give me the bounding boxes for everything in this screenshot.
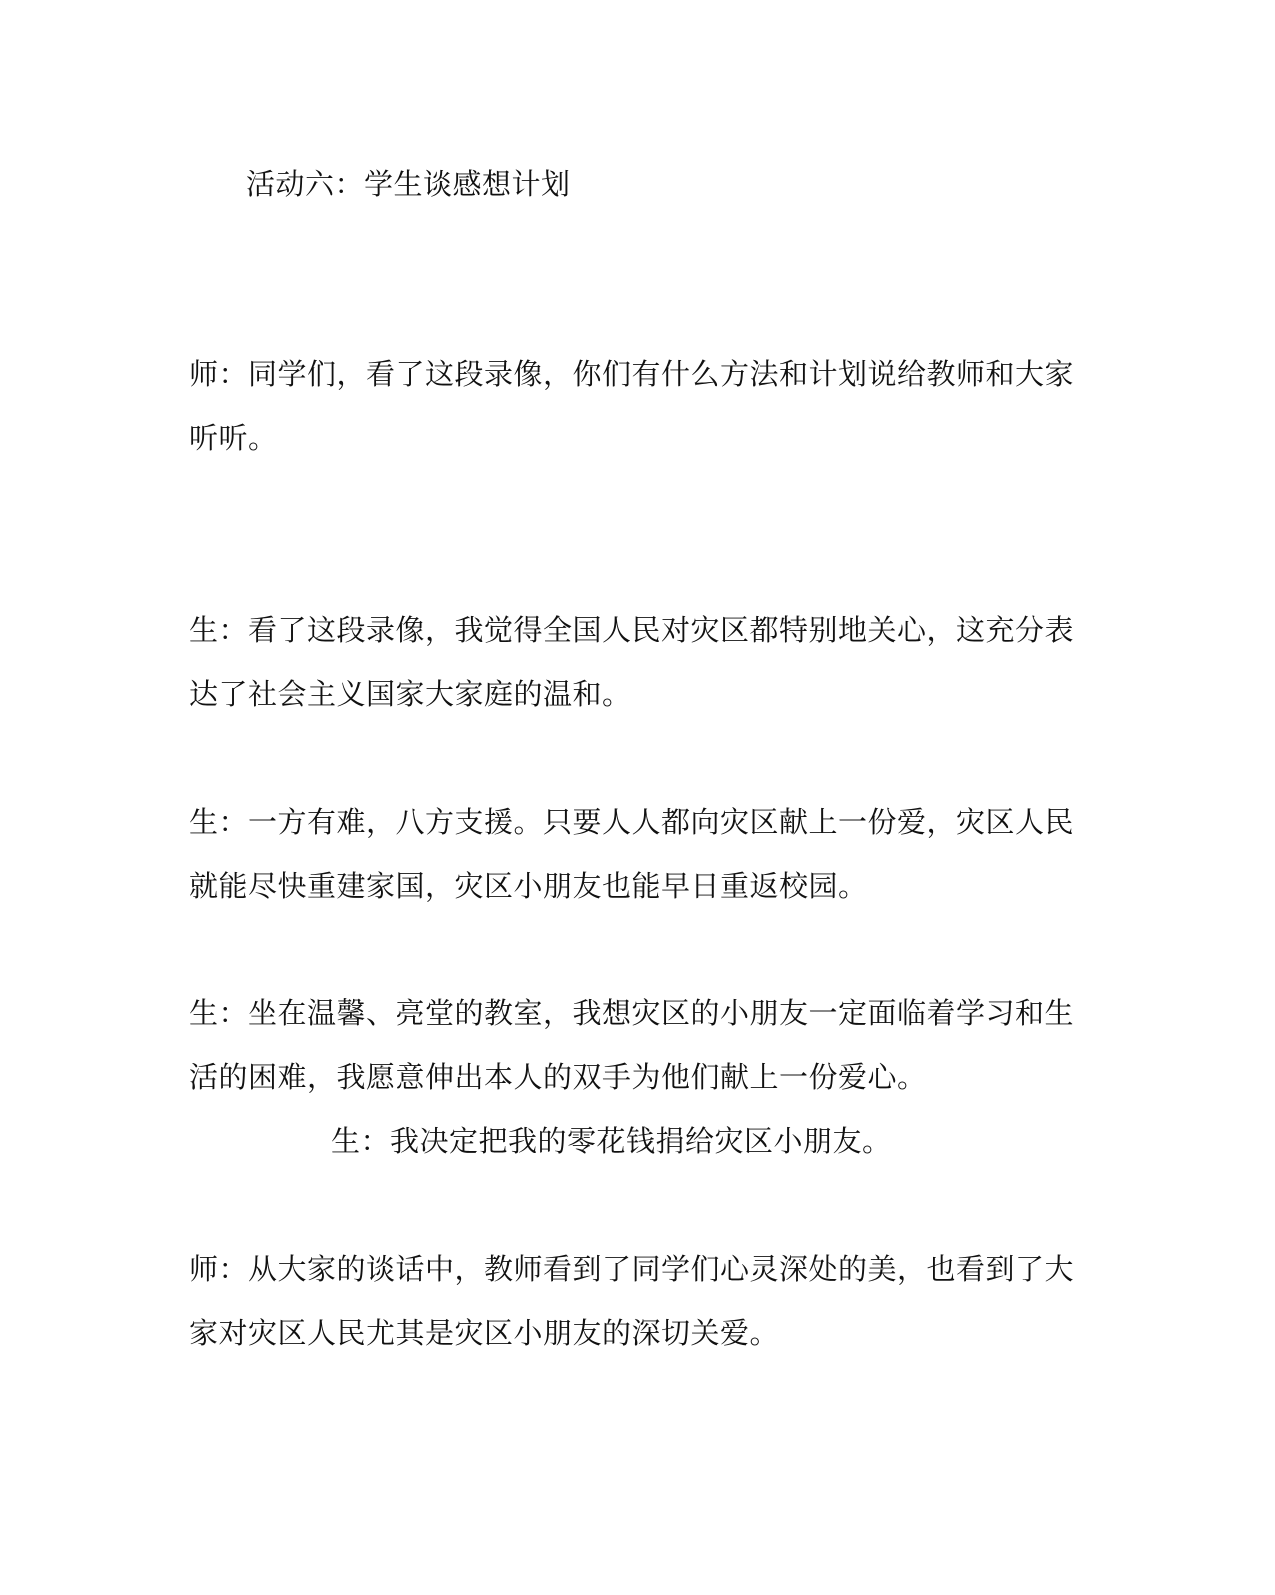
student-reply-3-line-1: 生：坐在温馨、亮堂的教室，我想灾区的小朋友一定面临着学习和生 — [189, 996, 1075, 1030]
teacher-question-line-1: 师：同学们，看了这段录像，你们有什么方法和计划说给教师和大家 — [189, 357, 1075, 391]
student-reply-4: 生：我决定把我的零花钱捐给灾区小朋友。 — [331, 1124, 892, 1158]
teacher-summary-line-1: 师：从大家的谈话中，教师看到了同学们心灵深处的美，也看到了大 — [189, 1252, 1075, 1286]
teacher-summary-line-2: 家对灾区人民尤其是灾区小朋友的深切关爱。 — [189, 1316, 780, 1350]
teacher-question-line-2: 听听。 — [189, 421, 278, 455]
student-reply-2-line-2: 就能尽快重建家国，灾区小朋友也能早日重返校园。 — [189, 869, 868, 903]
student-reply-3-line-2: 活的困难，我愿意伸出本人的双手为他们献上一份爱心。 — [189, 1060, 927, 1094]
activity-heading: 活动六：学生谈感想计划 — [246, 167, 571, 201]
student-reply-1-line-2: 达了社会主义国家大家庭的温和。 — [189, 677, 632, 711]
student-reply-1-line-1: 生：看了这段录像，我觉得全国人民对灾区都特别地关心，这充分表 — [189, 613, 1075, 647]
student-reply-2-line-1: 生：一方有难，八方支援。只要人人都向灾区献上一份爱，灾区人民 — [189, 805, 1075, 839]
